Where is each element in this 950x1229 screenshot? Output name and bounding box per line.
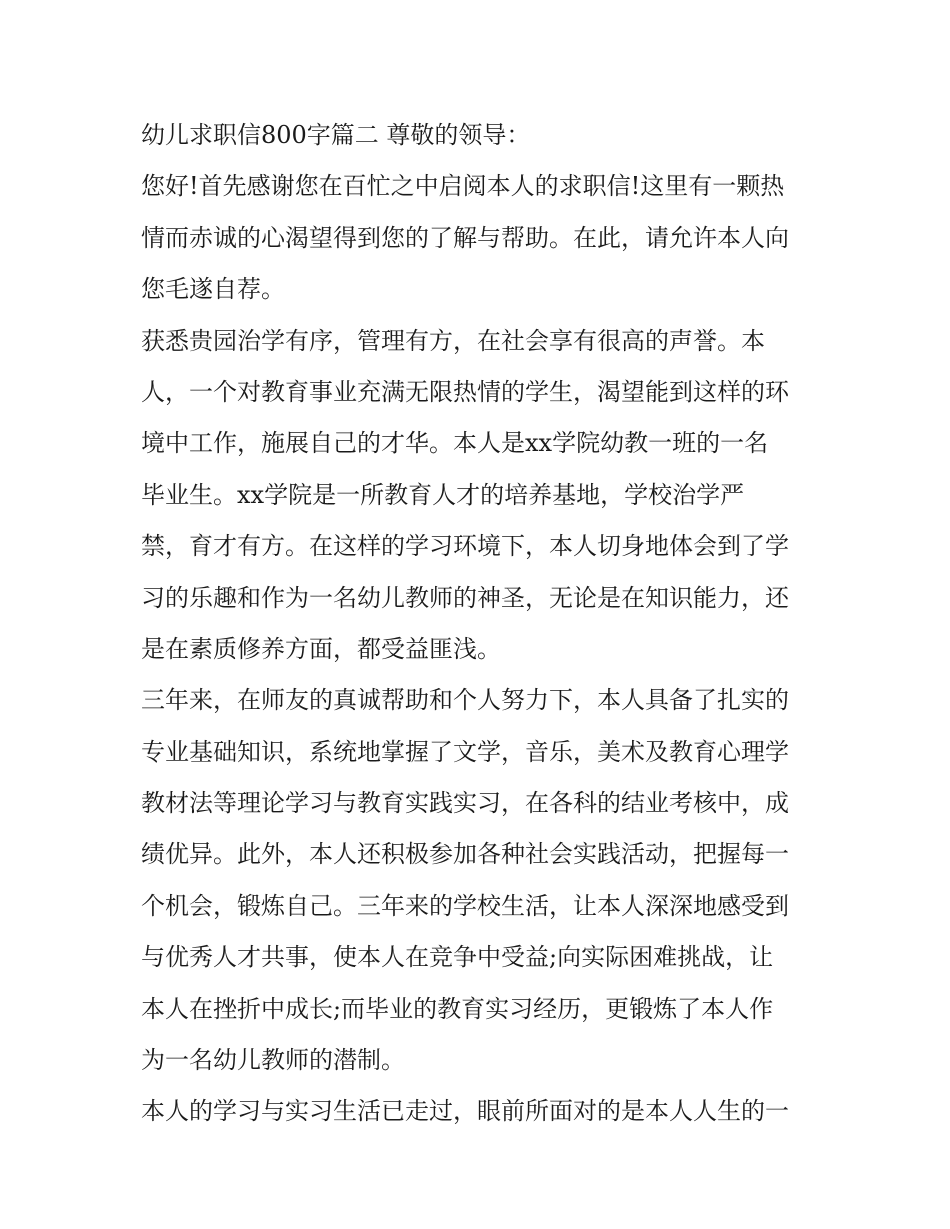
text-line: 习的乐趣和作为一名幼儿教师的神圣，无论是在知识能力，还 — [141, 583, 789, 612]
text-line: 个机会，锻炼自己。三年来的学校生活，让本人深深地感受到 — [141, 891, 789, 920]
text-line: 专业基础知识，系统地掌握了文学，音乐，美术及教育心理学 — [141, 737, 789, 766]
text-line: 绩优异。此外，本人还积极参加各种社会实践活动，把握每一 — [141, 840, 789, 869]
text-line: 毕业生。xx学院是一所教育人才的培养基地，学校治学严 — [141, 480, 745, 509]
letter-body — [141, 110, 821, 1138]
text-line: 本人在挫折中成长;而毕业的教育实习经历，更锻炼了本人作 — [141, 994, 774, 1023]
text-line: 禁，育才有方。在这样的学习环境下，本人切身地体会到了学 — [141, 532, 789, 561]
text-line: 您毛遂自荐。 — [141, 275, 285, 304]
text-line: 境中工作，施展自己的才华。本人是xx学院幼教一班的一名 — [141, 429, 769, 458]
text-line: 情而赤诚的心渴望得到您的了解与帮助。在此，请允许本人向 — [141, 223, 789, 252]
text-line: 与优秀人才共事，使本人在竞争中受益;向实际困难挑战，让 — [141, 943, 774, 972]
text-line: 获悉贵园治学有序，管理有方，在社会享有很高的声誉。本 — [141, 326, 765, 355]
text-line: 是在素质修养方面，都受益匪浅。 — [141, 634, 501, 663]
text-line: 为一名幼儿教师的潜制。 — [141, 1046, 405, 1075]
text-line: 人，一个对教育事业充满无限热情的学生，渴望能到这样的环 — [141, 377, 789, 406]
text-line: 教材法等理论学习与教育实践实习，在各科的结业考核中，成 — [141, 789, 789, 818]
text-line: 您好!首先感谢您在百忙之中启阅本人的求职信!这里有一颗热 — [141, 172, 785, 201]
text-line: 三年来，在师友的真诚帮助和个人努力下，本人具备了扎实的 — [141, 686, 789, 715]
text-line: 本人的学习与实习生活已走过，眼前所面对的是本人人生的一 — [141, 1097, 789, 1126]
text-line: 幼儿求职信800字篇二 尊敬的领导： — [141, 121, 531, 149]
